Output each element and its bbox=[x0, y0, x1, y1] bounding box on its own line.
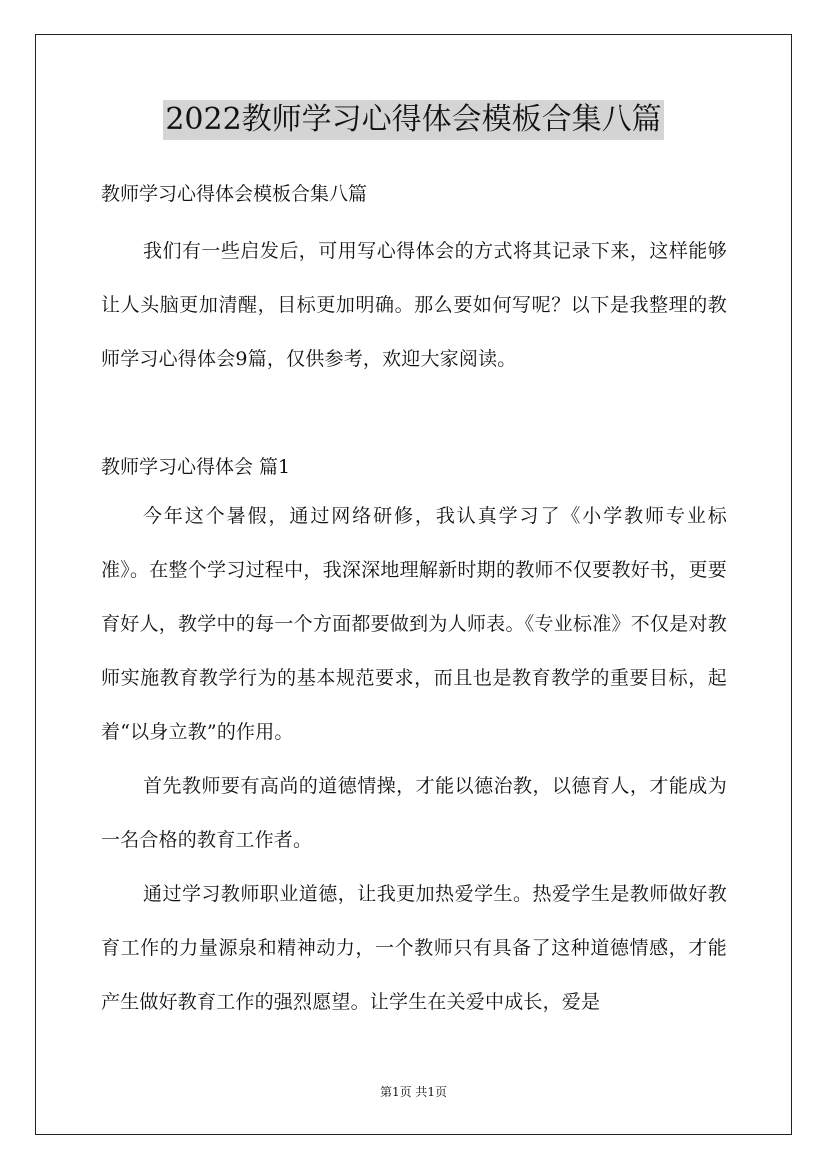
body-paragraph-1: 今年这个暑假，通过网络研修，我认真学习了《小学教师专业标准》。在整个学习过程中，我深深地理解新时期的教师不仅要教好书，更要育好人，教学中的每一个方面都要做到为人师表。《专业标准》不仅是对教师实施教育教学行为的基本规范要求，而且也是教育教学的重要目标，起着“以身立教”的作用。 bbox=[101, 505, 727, 743]
document-subtitle: 教师学习心得体会模板合集八篇 bbox=[101, 183, 368, 205]
page-footer bbox=[0, 1084, 827, 1100]
page-number: 第1页 共1页 bbox=[379, 1085, 448, 1099]
document-title-container bbox=[0, 100, 827, 140]
section-heading: 教师学习心得体会 篇1 bbox=[101, 456, 291, 478]
intro-paragraph: 我们有一些启发后，可用写心得体会的方式将其记录下来，这样能够让人头脑更加清醒，目标更加明确。那么要如何写呢？以下是我整理的教师学习心得体会9篇，仅供参考，欢迎大家阅读。 bbox=[101, 240, 727, 370]
document-body bbox=[101, 172, 727, 1029]
body-paragraph-2: 首先教师要有高尚的道德情操，才能以德治教，以德育人，才能成为一名合格的教育工作者。 bbox=[101, 775, 727, 851]
document-title: 2022教师学习心得体会模板合集八篇 bbox=[163, 100, 663, 140]
body-paragraph-3: 通过学习教师职业道德，让我更加热爱学生。热爱学生是教师做好教育工作的力量源泉和精神动力，一个教师只有具备了这种道德情感，才能产生做好教育工作的强烈愿望。让学生在关爱中成长，爱是 bbox=[101, 883, 727, 1013]
